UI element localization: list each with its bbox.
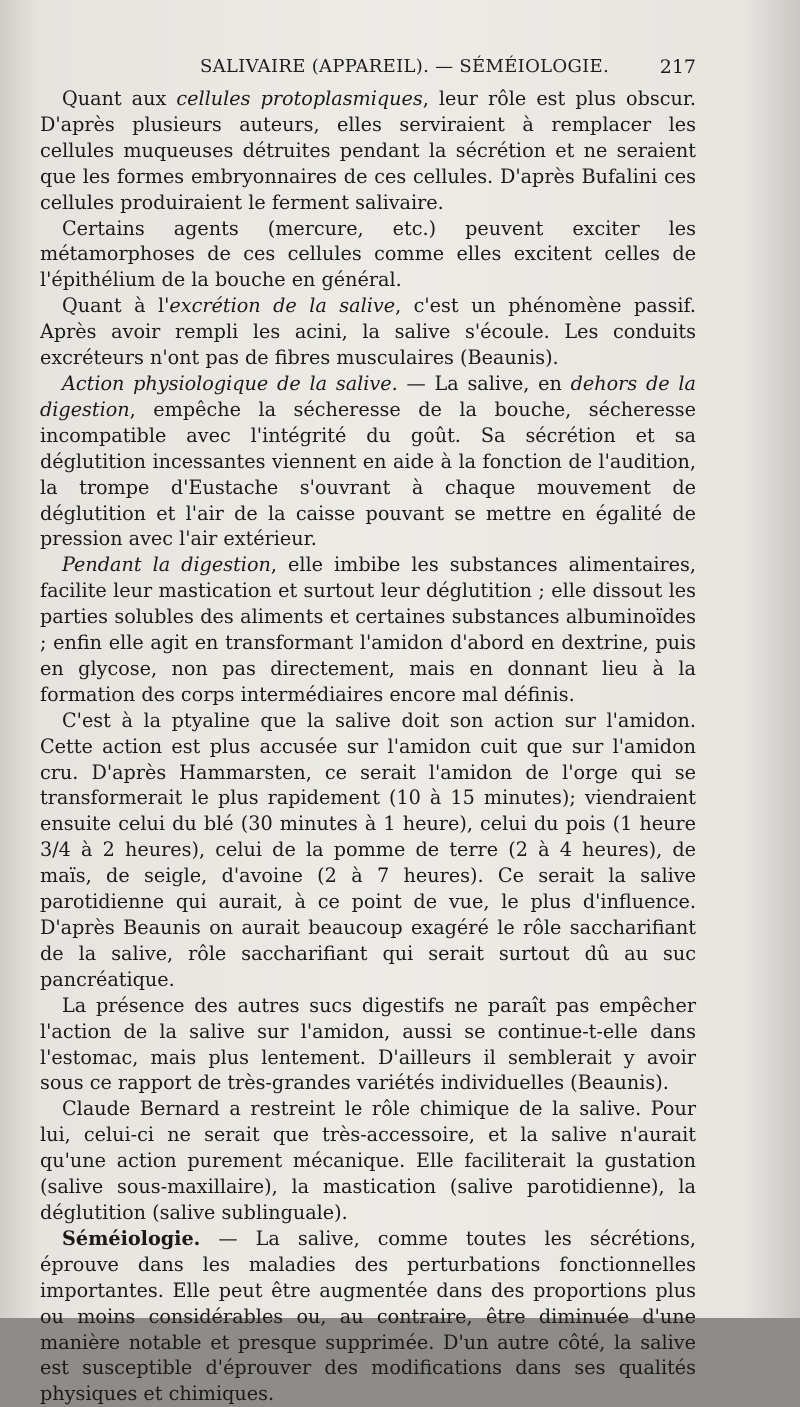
paragraph-text: La présence des autres sucs digestifs ne paraît pas empêcher l'action de la salive sur l'amidon, aussi se continue-t-elle dans l'estomac, mais plus lentement. D'ailleurs il semblerait y avoir sous ce rapport de très-grandes variétés individuelles (Beaunis). bbox=[40, 993, 696, 1095]
paragraph-text: , leur rôle est plus obscur. D'après plusieurs auteurs, elles serviraient à remplacer les cellules muqueuses détruites pendant la sécrétion et ne seraient que les formes embryonnaires de ces cellules. D'après Bufalini ces cellules produiraient le ferment salivaire. bbox=[40, 87, 696, 214]
paragraph-text: — La salive, en bbox=[397, 371, 571, 395]
paragraph-physiological-action bbox=[40, 371, 696, 552]
paragraph-text: Quant aux bbox=[62, 87, 177, 110]
emphasis-text: cellules protoplasmiques bbox=[176, 87, 423, 110]
paragraph-protoplasmic-cells bbox=[40, 86, 696, 216]
paragraph-digestive-juices bbox=[40, 993, 696, 1097]
paragraph-text: Quant à l' bbox=[62, 294, 170, 318]
paragraph-ptyalin bbox=[40, 708, 696, 993]
page-header bbox=[40, 56, 696, 86]
paragraph-semeiology bbox=[40, 1226, 696, 1407]
paragraph-text: Certains agents (mercure, etc.) peuvent exciter les métamorphoses de ces cellules comme elles excitent celles de l'épithélium de la bouche en général. bbox=[40, 216, 696, 292]
section-heading: Action physiologique de la salive. bbox=[62, 371, 398, 395]
section-heading: Séméiologie. bbox=[62, 1226, 201, 1250]
paragraph-during-digestion bbox=[40, 552, 696, 707]
emphasis-text: Pendant la digestion bbox=[62, 553, 271, 577]
emphasis-text: excrétion de la salive bbox=[169, 294, 396, 318]
paragraph-text: — La salive, comme toutes les sécrétions, éprouve dans les maladies des perturbations fonctionnelles importantes. Elle peut être augmentée dans des proportions plus ou moins considérables ou, au contraire, être diminuée d'une manière notable et presque supprimée. D'un autre côté, la salive est susceptible d'éprouver des modifications dans ses qualités physiques et chimiques. bbox=[40, 1226, 696, 1406]
paragraph-text: Claude Bernard a restreint le rôle chimique de la salive. Pour lui, celui-ci ne serait que très-accessoire, et la salive n'aurait qu'une action purement mécanique. Elle faciliterait la gustation (salive sous-maxillaire), la mastication (salive parotidienne), la déglutition (salive sublinguale). bbox=[40, 1097, 696, 1224]
emphasis-text: dehors de la digestion bbox=[40, 371, 696, 421]
paragraph-excretion bbox=[40, 293, 696, 371]
paragraph-agents bbox=[40, 216, 696, 294]
paragraph-text: C'est à la ptyaline que la salive doit son action sur l'amidon. Cette action est plus accusée sur l'amidon cuit que sur l'amidon cru. D'après Hammarsten, ce serait l'amidon de l'orge qui se transformerait le plus rapidement (10 à 15 minutes); viendraient ensuite celui du blé (30 minutes à 1 heure), celui du pois (1 heure 3/4 à 2 heures), celui de la pomme de terre (2 à 4 heures), de maïs, de seigle, d'avoine (2 à 7 heures). Ce serait la salive parotidienne qui aurait, à ce point de vue, le plus d'influence. D'après Beaunis on aurait beaucoup exagéré le rôle saccharifiant de la salive, rôle saccharifiant qui serait surtout dû au suc pancréatique. bbox=[40, 708, 696, 991]
paragraph-text: , elle imbibe les substances alimentaires, facilite leur mastication et surtout leur déglutition ; elle dissout les parties solubles des aliments et certaines substances albuminoïdes ; enfin elle agit en transformant l'amidon d'abord en dextrine, puis en glycose, non pas directement, mais en donnant lieu à la formation des corps intermédiaires encore mal définis. bbox=[40, 553, 696, 706]
paragraph-claude-bernard bbox=[40, 1096, 696, 1226]
body-text bbox=[40, 86, 696, 1407]
page-number: 217 bbox=[659, 56, 696, 78]
paragraph-text: , empêche la sécheresse de la bouche, sécheresse incompatible avec l'intégrité du goût. Sa sécrétion et sa déglutition incessantes viennent en aide à la fonction de l'audition, la trompe d'Eustache s'ouvrant à chaque mouvement de déglutition et l'air de la caisse pouvant se mettre en égalité de pression avec l'air extérieur. bbox=[40, 397, 696, 551]
paragraph-text: , c'est un phénomène passif. Après avoir rempli les acini, la salive s'écoule. Les conduits excréteurs n'ont pas de fibres musculaires (Beaunis). bbox=[40, 294, 696, 370]
running-title: SALIVAIRE (APPAREIL). — SÉMÉIOLOGIE. bbox=[200, 56, 609, 77]
